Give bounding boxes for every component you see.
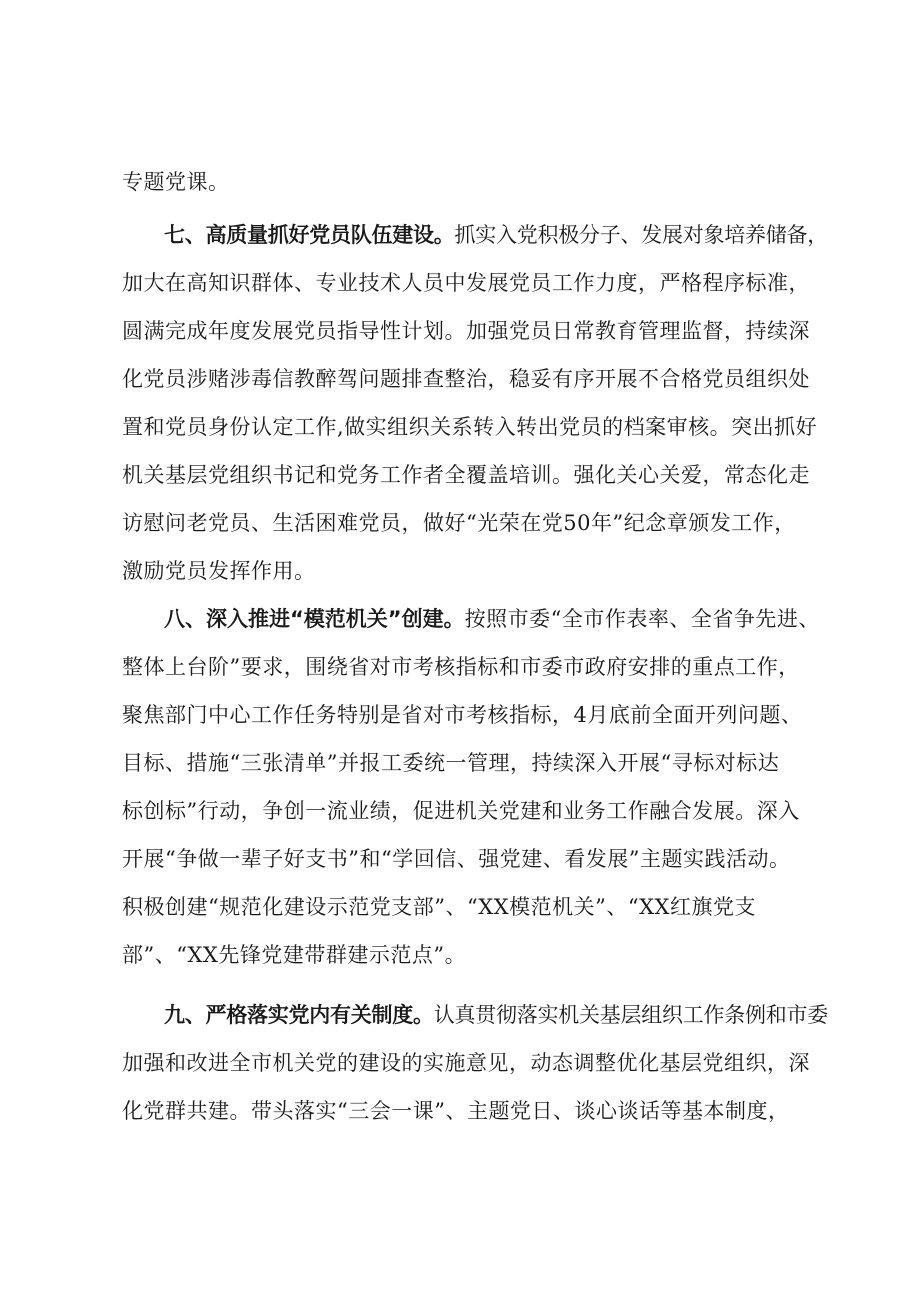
section-8-first-line xyxy=(164,604,820,634)
section-7-line-5: 置和党员身份认定工作,做实组织关系转入转出党员的档案审核。突出抓好 xyxy=(122,415,818,439)
section-7-line-3: 圆满完成年度发展党员指导性计划。加强党员日常教育管理监督，持续深 xyxy=(122,319,810,343)
section-8-heading: 八、深入推进“模范机关”创建。 xyxy=(164,607,465,631)
section-9-line-3: 化党群共建。带头落实“三会一课”、主题党日、谈心谈话等基本制度， xyxy=(122,1099,790,1123)
section-8-line-3: 聚焦部门中心工作任务特别是省对市考核指标，4月底前全面开列问题、 xyxy=(122,703,803,727)
section-8-line-2: 整体上台阶”要求，围绕省对市考核指标和市委市政府安排的重点工作， xyxy=(122,655,800,679)
section-7-line-2: 加大在高知识群体、专业技术人员中发展党员工作力度，严格程序标准， xyxy=(122,271,810,295)
section-8-line-8: 部”、“XX先锋党建带群建示范点”。 xyxy=(122,943,467,967)
section-8-line-5: 标创标”行动，争创一流业绩，促进机关党建和业务工作融合发展。深入 xyxy=(122,799,800,823)
section-7-text: 抓实入党积极分子、发展对象培养储备， xyxy=(454,223,828,247)
section-7-line-6: 机关基层党组织书记和党务工作者全覆盖培训。强化关心关爱，常态化走 xyxy=(122,463,810,487)
section-9-heading: 九、严格落实党内有关制度。 xyxy=(164,1003,434,1027)
paragraph-continuation: 专题党课。 xyxy=(122,170,230,194)
section-7-line-8: 激励党员发挥作用。 xyxy=(122,559,316,583)
section-9-text: 认真贯彻落实机关基层组织工作条例和市委 xyxy=(433,1003,828,1027)
section-8-line-7: 积极创建“规范化建设示范党支部”、“XX模范机关”、“XX红旗党支 xyxy=(122,895,756,919)
section-7-line-7: 访慰问老党员、生活困难党员，做好“光荣在党50年”纪念章颁发工作， xyxy=(122,511,796,535)
section-9-line-2: 加强和改进全市机关党的建设的实施意见，动态调整优化基层党组织，深 xyxy=(122,1051,810,1075)
section-7-heading: 七、高质量抓好党员队伍建设。 xyxy=(164,223,455,247)
section-9-first-line xyxy=(164,1000,828,1030)
section-7-first-line xyxy=(164,220,828,250)
section-8-text: 按照市委“全市作表率、全省争先进、 xyxy=(464,607,820,631)
section-8-line-4: 目标、措施“三张清单”并报工委统一管理，持续深入开展“寻标对标达 xyxy=(122,751,780,775)
section-8-line-6: 开展“争做一辈子好支书”和“学回信、强党建、看发展”主题实践活动。 xyxy=(122,847,791,871)
section-7-line-4: 化党员涉赌涉毒信教醉驾问题排查整治，稳妥有序开展不合格党员组织处 xyxy=(122,367,810,391)
